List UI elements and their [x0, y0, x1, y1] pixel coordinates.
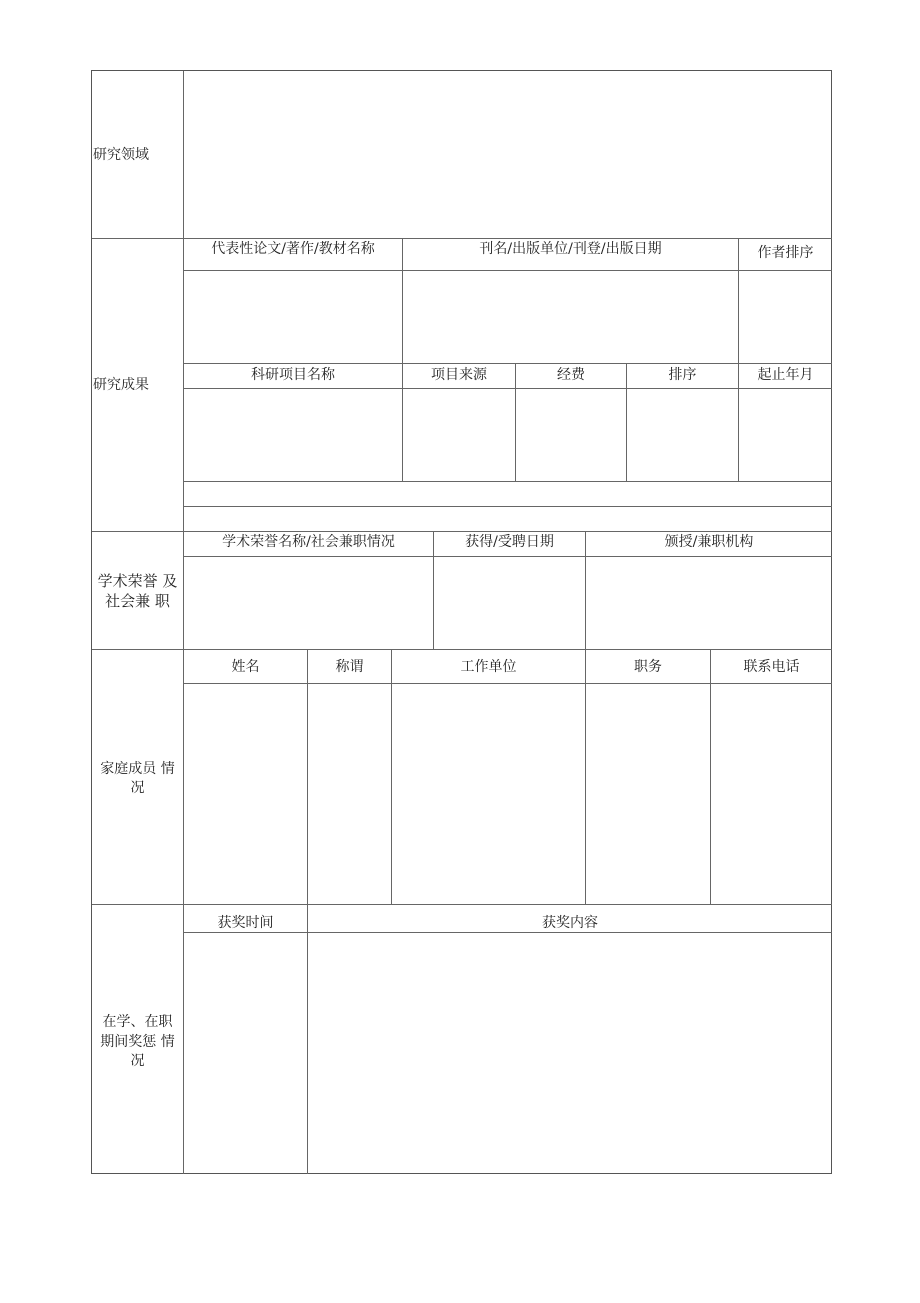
papers-author-order-cell[interactable]: [739, 271, 832, 363]
honors-institution-cell[interactable]: [586, 557, 832, 649]
honors-header-institution: 颁授/兼职机构: [664, 534, 754, 550]
research-field-label: 研究领域: [93, 147, 149, 163]
family-phone-cell[interactable]: [711, 684, 832, 904]
projects-name-cell[interactable]: [184, 389, 402, 481]
projects-funding-cell[interactable]: [516, 389, 626, 481]
papers-title-cell[interactable]: [184, 271, 402, 363]
projects-header-funding: 经费: [557, 367, 585, 383]
papers-header-title: 代表性论文/著作/教材名称: [211, 241, 375, 257]
section-divider-family: [92, 904, 832, 905]
honors-header-name: 学术荣誉名称/社会兼职情况: [222, 534, 395, 550]
family-header-name: 姓名: [231, 659, 260, 675]
awards-label-line2: 期间奖惩 情: [100, 1034, 175, 1050]
awards-header-time: 获奖时间: [217, 915, 274, 931]
projects-header-top-line: [183, 363, 832, 364]
application-form-table: [91, 70, 832, 1174]
papers-publication-cell[interactable]: [403, 271, 738, 363]
papers-header-publication: 刊名/出版单位/刊登/出版日期: [479, 241, 662, 257]
section-divider-research-field: [92, 238, 832, 239]
honors-label-line1: 学术荣誉 及: [97, 572, 178, 590]
honors-date-cell[interactable]: [434, 557, 585, 649]
section-divider-research-results: [92, 531, 832, 532]
family-header-relation: 称谓: [335, 659, 364, 675]
family-header-position: 职务: [634, 659, 662, 675]
projects-period-cell[interactable]: [739, 389, 832, 481]
projects-header-rank: 排序: [668, 367, 697, 383]
projects-header-period: 起止年月: [757, 367, 814, 383]
section-divider-honors: [92, 649, 832, 650]
family-label-line2: 况: [130, 780, 145, 796]
papers-header-author-order: 作者排序: [757, 245, 814, 261]
projects-header-name: 科研项目名称: [251, 367, 335, 383]
extra-row-1[interactable]: [184, 482, 832, 506]
honors-label-line2: 社会兼 职: [105, 592, 170, 610]
awards-header-content: 获奖内容: [542, 915, 598, 931]
family-label-line1: 家庭成员 情: [100, 761, 175, 777]
family-position-cell[interactable]: [586, 684, 710, 904]
awards-label-line3: 况: [130, 1053, 145, 1069]
honors-name-cell[interactable]: [184, 557, 433, 649]
awards-time-cell[interactable]: [184, 933, 307, 1174]
family-relation-cell[interactable]: [308, 684, 391, 904]
family-header-workplace: 工作单位: [460, 659, 517, 675]
projects-source-cell[interactable]: [403, 389, 515, 481]
honors-header-date: 获得/受聘日期: [465, 534, 554, 550]
family-header-phone: 联系电话: [743, 659, 800, 675]
awards-content-cell[interactable]: [308, 933, 832, 1174]
family-name-cell[interactable]: [184, 684, 307, 904]
projects-rank-cell[interactable]: [627, 389, 738, 481]
research-field-input-area[interactable]: [184, 71, 832, 238]
projects-header-source: 项目来源: [431, 367, 487, 383]
research-results-label: 研究成果: [93, 377, 149, 393]
extra-row-2[interactable]: [184, 507, 832, 531]
family-workplace-cell[interactable]: [392, 684, 585, 904]
awards-label-line1: 在学、在职: [102, 1014, 173, 1030]
